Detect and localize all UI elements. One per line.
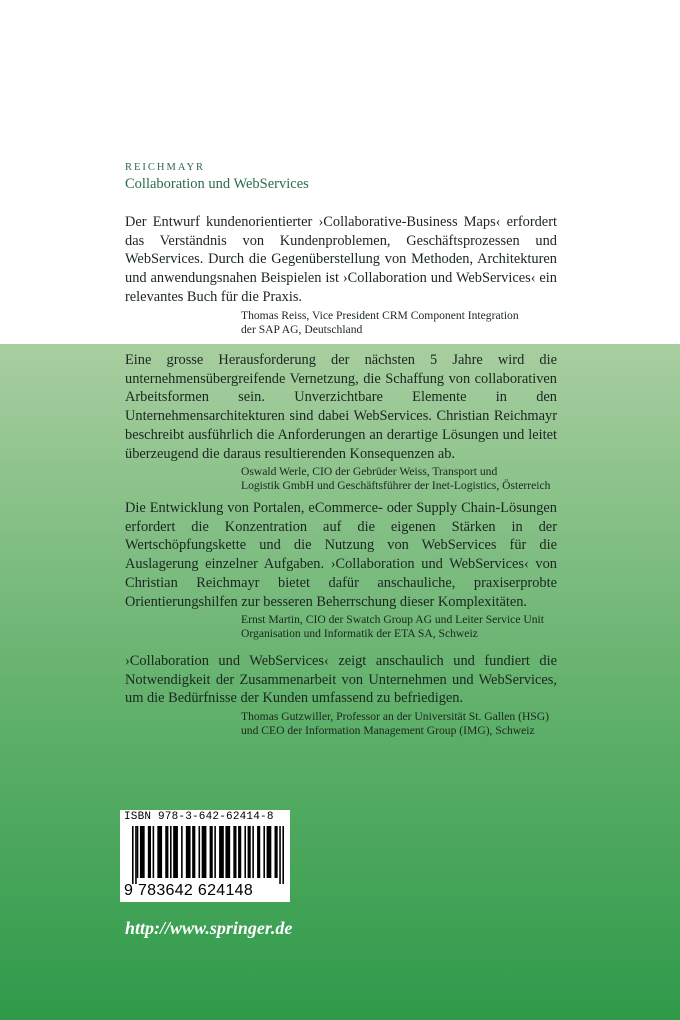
barcode-bar	[140, 826, 145, 878]
barcode-bar	[132, 826, 134, 884]
barcode-bars	[132, 826, 284, 884]
author-name: REICHMAYR	[125, 162, 206, 173]
barcode-bar	[202, 826, 207, 878]
barcode-bar	[135, 826, 137, 884]
barcode-digits: 9 783642 624148	[124, 882, 254, 899]
attribution-line: Organisation und Informatik der ETA SA, Schweiz	[241, 627, 478, 641]
barcode-bar	[257, 826, 260, 878]
attribution-line: und CEO der Information Management Group (IMG), Schweiz	[241, 724, 535, 738]
barcode-bar	[192, 826, 195, 878]
barcode-bar	[148, 826, 151, 878]
publisher-url: http://www.springer.de	[125, 918, 293, 938]
barcode-bar	[275, 826, 278, 878]
quote-text: Die Entwicklung von Portalen, eCommerce- oder Supply Chain-Lösungen erfordert die Konzentration auf die eigenen Stärken in der Wertschöpfungskette und die Nutzung von WebServices für die Auslagerung einzelner Aufgaben. ›Collaboration und WebServices‹ von Christian Reichmayr bietet dafür anschauliche, praxiserprobte Orientierungshilfen zur besseren Beherrschung dieser Komplexitäten.	[125, 500, 557, 610]
quote-block	[125, 652, 557, 739]
quote-attribution	[241, 465, 557, 493]
quote-attribution	[241, 613, 557, 641]
quote-text: Der Entwurf kundenorientierter ›Collaborative-Business Maps‹ erfordert das Verständnis von Kundenproblemen, Geschäftsprozessen und WebServices. Durch die Gegenüberstellung von Methoden, Architekturen und anwendungsnahen Beispielen ist ›Collaboration und WebServices‹ ein relevantes Buch für die Praxis.	[125, 214, 557, 305]
attribution-line: Thomas Reiss, Vice President CRM Component Integration	[241, 308, 519, 322]
barcode-bar	[137, 826, 139, 878]
barcode-bar	[170, 826, 172, 878]
attribution-line: Logistik GmbH und Geschäftsführer der Inet-Logistics, Österreich	[241, 479, 551, 493]
barcode-bar	[233, 826, 236, 878]
barcode-bar	[248, 826, 251, 878]
barcode-bar	[181, 826, 183, 878]
barcode-bar	[157, 826, 162, 878]
quote-block	[125, 213, 557, 337]
isbn-label: ISBN 978-3-642-62414-8	[124, 811, 274, 823]
quote-text: Eine grosse Herausforderung der nächsten 5 Jahre wird die unternehmensübergreifende Vernetzung, die Schaffung von collaborativen Arbeitsformen sein. Unverzichtbare Elemente in den Unternehmensarchitekturen sind dabei WebServices. Christian Reichmayr beschreibt ausführlich die Anforderungen an derartige Lösungen und leitet überzeugend die daraus resultierenden Konsequenzen ab.	[125, 352, 557, 462]
attribution-line: Ernst Martin, CIO der Swatch Group AG und Leiter Service Unit	[241, 613, 544, 627]
attribution-line: der SAP AG, Deutschland	[241, 322, 363, 336]
barcode-bar	[244, 826, 246, 878]
barcode-bar	[267, 826, 272, 878]
barcode-bar	[199, 826, 201, 878]
barcode-bar	[153, 826, 155, 878]
quote-text: ›Collaboration und WebServices‹ zeigt anschaulich und fundiert die Notwendigkeit der Zusammenarbeit von Unternehmen und WebServices, um die Bedürfnisse der Kunden umfassend zu befriedigen.	[125, 653, 557, 707]
barcode-bar	[238, 826, 241, 878]
barcode-bar	[210, 826, 213, 878]
barcode-bar	[282, 826, 284, 884]
attribution-line: Oswald Werle, CIO der Gebrüder Weiss, Transport und	[241, 465, 498, 479]
attribution-line: Thomas Gutzwiller, Professor an der Universität St. Gallen (HSG)	[241, 710, 549, 724]
isbn-barcode	[120, 810, 290, 902]
barcode-bar	[165, 826, 168, 878]
quote-block	[125, 351, 557, 494]
barcode-bar	[225, 826, 230, 878]
quote-attribution	[241, 309, 557, 337]
book-title: Collaboration und WebServices	[125, 176, 309, 192]
barcode-bar	[219, 826, 224, 878]
barcode-bar	[173, 826, 178, 878]
quote-block	[125, 499, 557, 642]
quote-attribution	[241, 710, 557, 738]
barcode-bar	[214, 826, 216, 878]
barcode-bar	[263, 826, 265, 878]
barcode-bar	[186, 826, 191, 878]
barcode-bar	[279, 826, 281, 884]
barcode-bar	[252, 826, 254, 878]
